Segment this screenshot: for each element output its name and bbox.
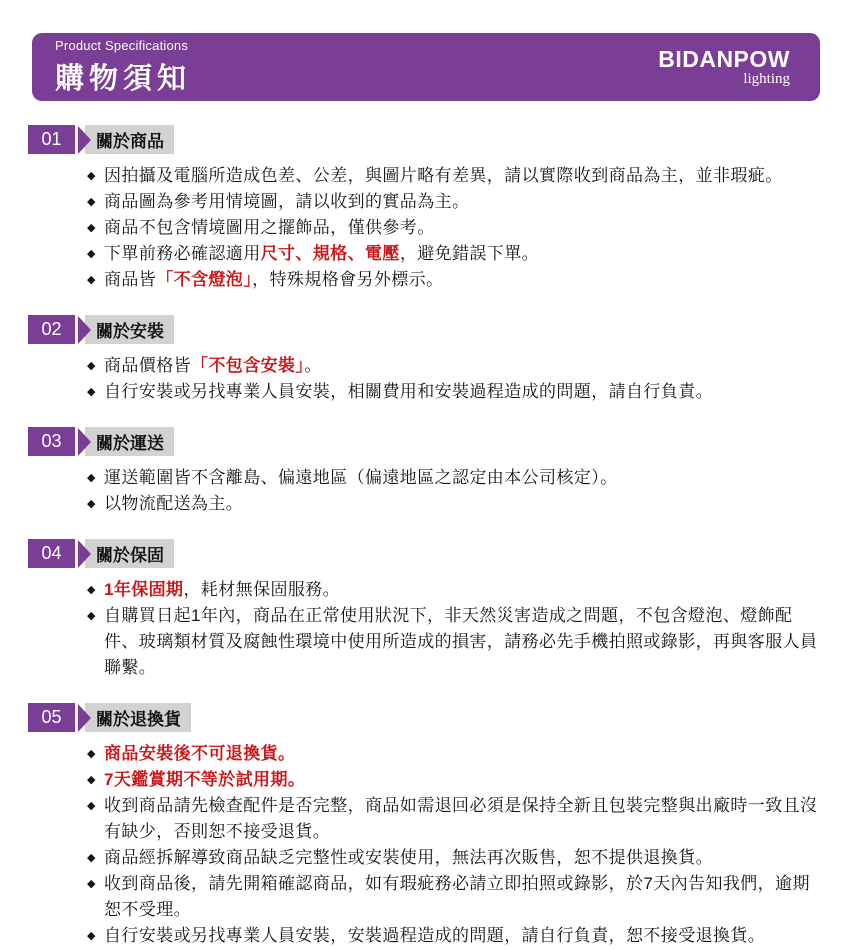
notice-section [0, 427, 850, 517]
diamond-bullet-icon: ◆ [87, 774, 96, 786]
item-text-segment: 商品圖為參考用情境圖，請以收到的實品為主。 [104, 192, 470, 211]
diamond-bullet-icon: ◆ [87, 170, 96, 182]
section-badge [28, 703, 850, 732]
header-banner [32, 33, 820, 101]
shopping-notice-page [0, 33, 850, 949]
section-number: 03 [28, 427, 75, 456]
list-item [87, 267, 824, 293]
list-item [87, 741, 824, 767]
sections [0, 125, 850, 949]
header-subtitle: Product Specifications [55, 37, 189, 53]
diamond-bullet-icon: ◆ [87, 472, 96, 484]
section-badge [28, 125, 850, 154]
item-text-segment: 1年保固期 [104, 580, 184, 599]
list-item [87, 163, 824, 189]
diamond-bullet-icon: ◆ [87, 584, 96, 596]
item-text-segment: 「不含燈泡」 [156, 270, 253, 289]
list-item [87, 923, 824, 949]
section-number: 02 [28, 315, 75, 344]
arrow-right-icon [78, 428, 91, 456]
arrow-right-icon [78, 540, 91, 568]
item-text-segment: 以物流配送為主。 [104, 494, 244, 513]
notice-section [0, 315, 850, 405]
notice-section [0, 125, 850, 293]
item-text-segment: 。 [304, 356, 322, 375]
diamond-bullet-icon: ◆ [87, 800, 96, 812]
list-item [87, 577, 824, 603]
item-text-segment: 商品不包含情境圖用之擺飾品，僅供參考。 [104, 218, 435, 237]
item-text-segment: 因拍攝及電腦所造成色差、公差，與圖片略有差異，請以實際收到商品為主，並非瑕疵。 [104, 166, 783, 185]
item-text-segment: 自購買日起1年內，商品在正常使用狀況下，非天然災害造成之問題，不包含燈泡、燈飾配件、玻璃類材質及腐蝕性環境中使用所造成的損害，請務必先手機拍照或錄影，再與客服人員聯繫。 [104, 606, 818, 677]
list-item [87, 241, 824, 267]
diamond-bullet-icon: ◆ [87, 748, 96, 760]
diamond-bullet-icon: ◆ [87, 196, 96, 208]
section-title: 關於運送 [85, 427, 174, 456]
list-item [87, 491, 824, 517]
brand-name: BIDANPOW [658, 45, 790, 72]
item-text-segment: 「不包含安裝」 [191, 356, 305, 375]
item-text-segment: 7天鑑賞期不等於試用期。 [104, 770, 306, 789]
arrow-right-icon [78, 126, 91, 154]
diamond-bullet-icon: ◆ [87, 930, 96, 942]
diamond-bullet-icon: ◆ [87, 878, 96, 890]
section-items [87, 741, 824, 949]
section-number: 05 [28, 703, 75, 732]
diamond-bullet-icon: ◆ [87, 274, 96, 286]
list-item [87, 793, 824, 845]
item-text-segment: 尺寸、規格、電壓 [260, 244, 400, 263]
diamond-bullet-icon: ◆ [87, 386, 96, 398]
list-item [87, 379, 824, 405]
section-badge [28, 315, 850, 344]
list-item [87, 189, 824, 215]
section-number: 04 [28, 539, 75, 568]
section-badge [28, 539, 850, 568]
header-title-block [32, 38, 191, 97]
item-text-segment: ，耗材無保固服務。 [183, 580, 341, 599]
item-text-segment: 運送範圍皆不含離島、偏遠地區（偏遠地區之認定由本公司核定）。 [104, 468, 618, 487]
list-item [87, 603, 824, 681]
item-text-segment: ，避免錯誤下單。 [399, 244, 540, 263]
diamond-bullet-icon: ◆ [87, 498, 96, 510]
section-items [87, 577, 824, 681]
section-items [87, 353, 824, 405]
section-items [87, 465, 824, 517]
item-text-segment: 商品皆 [104, 270, 157, 289]
item-text-segment: 收到商品請先檢查配件是否完整，商品如需退回必須是保持全新且包裝完整與出廠時一致且沒有缺少，否則恕不接受退貨。 [104, 796, 818, 841]
diamond-bullet-icon: ◆ [87, 222, 96, 234]
item-text-segment: 自行安裝或另找專業人員安裝，安裝過程造成的問題，請自行負責，恕不接受退換貨。 [104, 926, 766, 945]
list-item [87, 353, 824, 379]
item-text-segment: 下單前務必確認適用 [104, 244, 261, 263]
list-item [87, 215, 824, 241]
arrow-right-icon [78, 704, 91, 732]
item-text-segment: 自行安裝或另找專業人員安裝，相關費用和安裝過程造成的問題，請自行負責。 [104, 382, 713, 401]
diamond-bullet-icon: ◆ [87, 610, 96, 622]
diamond-bullet-icon: ◆ [87, 248, 96, 260]
list-item [87, 767, 824, 793]
section-title: 關於保固 [85, 539, 174, 568]
item-text-segment: ，特殊規格會另外標示。 [252, 270, 444, 289]
item-text-segment: 商品安裝後不可退換貨。 [104, 744, 296, 763]
brand-tagline: lighting [743, 70, 790, 87]
list-item [87, 465, 824, 491]
list-item [87, 845, 824, 871]
section-number: 01 [28, 125, 75, 154]
page-title: 購物須知 [55, 62, 192, 95]
section-title: 關於退換貨 [85, 703, 191, 732]
item-text-segment: 收到商品後，請先開箱確認商品，如有瑕疵務必請立即拍照或錄影，於7天內告知我們，逾期恕不受理。 [104, 874, 810, 919]
arrow-right-icon [78, 316, 91, 344]
section-title: 關於商品 [85, 125, 174, 154]
notice-section [0, 539, 850, 681]
section-title: 關於安裝 [85, 315, 174, 344]
diamond-bullet-icon: ◆ [87, 360, 96, 372]
item-text-segment: 商品價格皆 [104, 356, 191, 375]
notice-section [0, 703, 850, 949]
diamond-bullet-icon: ◆ [87, 852, 96, 864]
list-item [87, 871, 824, 923]
brand-logo [658, 45, 820, 87]
section-badge [28, 427, 850, 456]
section-items [87, 163, 824, 293]
item-text-segment: 商品經拆解導致商品缺乏完整性或安裝使用，無法再次販售，恕不提供退換貨。 [104, 848, 713, 867]
